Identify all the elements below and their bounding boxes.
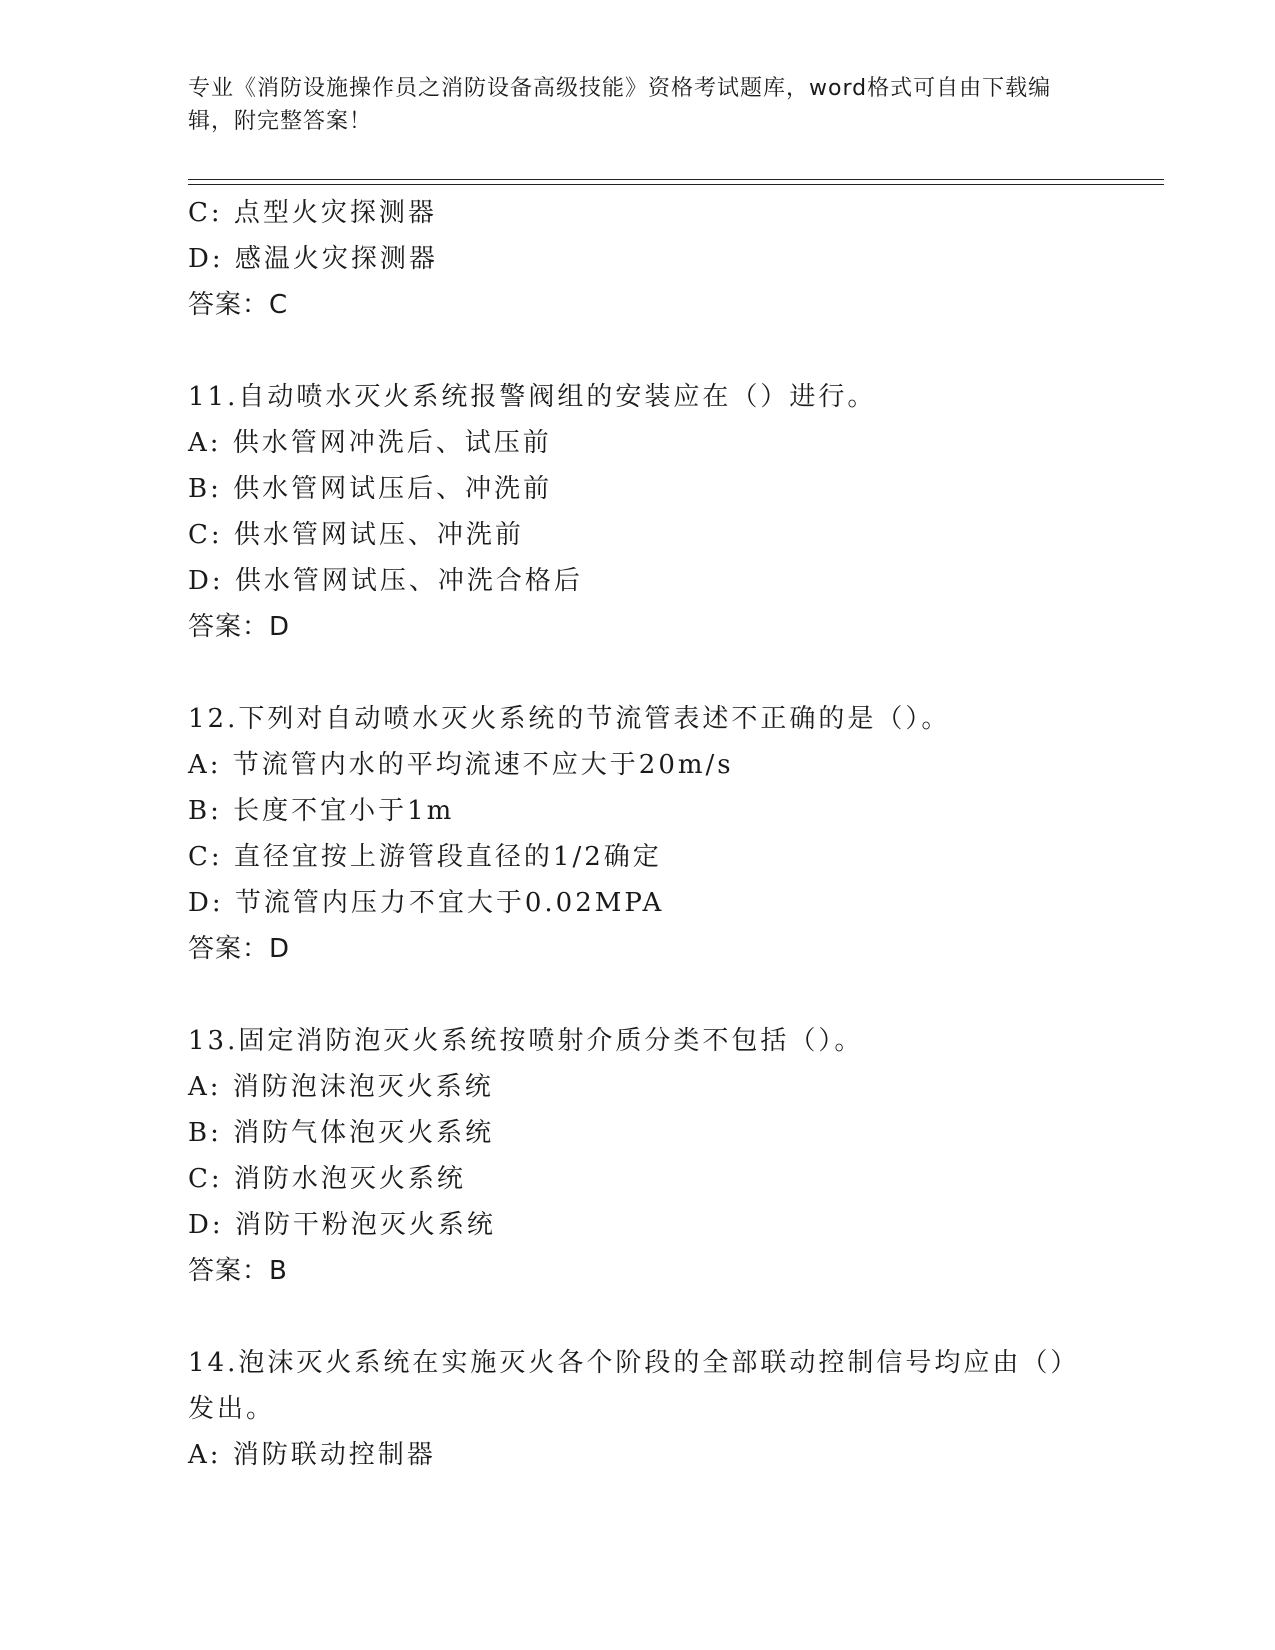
option-c: C: 直径宜按上游管段直径的1/2确定 xyxy=(188,842,662,872)
question-text: 13.固定消防泡灭火系统按喷射介质分类不包括（）。 xyxy=(188,1026,864,1056)
header-rule-top xyxy=(188,179,1164,180)
option-d: D: 供水管网试压、冲洗合格后 xyxy=(188,566,583,596)
document-header: 专业《消防设施操作员之消防设备高级技能》资格考试题库，word格式可自由下载编辑，附完整答案！ xyxy=(188,76,1052,134)
option-a: A: 消防泡沫泡灭火系统 xyxy=(188,1072,494,1102)
option-c: C: 消防水泡灭火系统 xyxy=(188,1164,466,1194)
option-c: C: 点型火灾探测器 xyxy=(188,198,437,228)
option-b: B: 消防气体泡灭火系统 xyxy=(188,1118,495,1148)
continued-question xyxy=(188,190,1088,328)
question-13 xyxy=(188,1018,1088,1294)
option-b: B: 供水管网试压后、冲洗前 xyxy=(188,474,553,504)
question-11 xyxy=(188,374,1088,650)
option-d: D: 感温火灾探测器 xyxy=(188,244,438,274)
answer-line: 答案：C xyxy=(188,290,289,320)
question-text: 12.下列对自动喷水灭火系统的节流管表述不正确的是（）。 xyxy=(188,704,951,734)
answer-line: 答案：D xyxy=(188,612,291,642)
option-a: A: 消防联动控制器 xyxy=(188,1440,436,1470)
option-a: A: 节流管内水的平均流速不应大于20m/s xyxy=(188,750,734,780)
question-text: 11.自动喷水灭火系统报警阀组的安装应在（）进行。 xyxy=(188,382,877,412)
option-c: C: 供水管网试压、冲洗前 xyxy=(188,520,524,550)
option-b: B: 长度不宜小于1m xyxy=(188,796,455,826)
answer-line: 答案：B xyxy=(188,1256,288,1286)
option-d: D: 节流管内压力不宜大于0.02MPA xyxy=(188,888,665,918)
option-a: A: 供水管网冲洗后、试压前 xyxy=(188,428,552,458)
header-rule-bottom xyxy=(188,184,1164,185)
option-d: D: 消防干粉泡灭火系统 xyxy=(188,1210,496,1240)
question-14 xyxy=(188,1340,1088,1478)
question-text: 14.泡沫灭火系统在实施灭火各个阶段的全部联动控制信号均应由（）发出。 xyxy=(188,1348,1080,1424)
answer-line: 答案：D xyxy=(188,934,291,964)
exam-content xyxy=(188,190,1088,1478)
question-12 xyxy=(188,696,1088,972)
